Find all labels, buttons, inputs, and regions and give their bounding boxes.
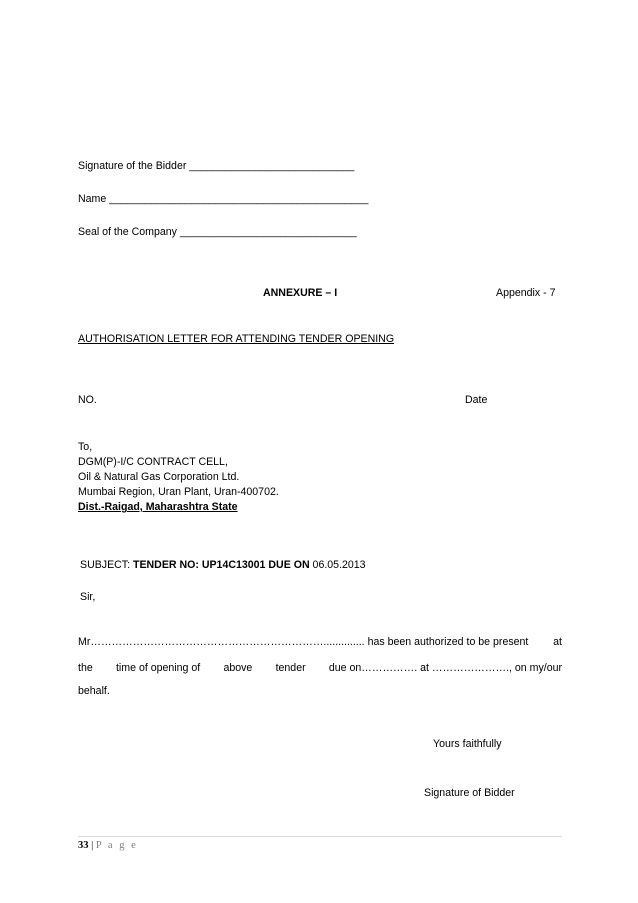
page-footer <box>78 840 138 851</box>
body-line-3: behalf. <box>78 685 110 697</box>
body-line-2-word: above <box>223 662 253 674</box>
body-line-2-word: due on……………. at …………………., on my/our <box>328 662 562 674</box>
address-line-1: DGM(P)-I/C CONTRACT CELL, <box>78 456 228 468</box>
seal-of-company-line: Seal of the Company ______________________________ <box>78 226 357 238</box>
body-line-1-text: Mr………………………………………………………….............. has been authorized to be present <box>78 636 529 648</box>
address-to: To, <box>78 441 93 453</box>
date-label: Date <box>465 394 488 406</box>
body-line-2-word: the <box>78 662 93 674</box>
subject-prefix: SUBJECT: <box>80 559 133 571</box>
page-number: 33 <box>78 840 89 851</box>
body-line-2-word: time of opening of <box>115 662 201 674</box>
annexure-heading: ANNEXURE – I <box>263 287 338 299</box>
footer-divider <box>78 836 562 837</box>
footer-separator: | <box>88 840 96 851</box>
address-line-4: Dist.-Raigad, Maharashtra State <box>78 501 238 513</box>
letter-title: AUTHORISATION LETTER FOR ATTENDING TENDER OPENING <box>78 333 395 345</box>
body-line-1 <box>78 636 562 648</box>
body-line-2-word: tender <box>275 662 306 674</box>
body-line-2 <box>78 662 562 674</box>
subject-tender-number: TENDER NO: UP14C13001 DUE ON <box>132 559 310 571</box>
ref-number-label: NO. <box>78 394 97 406</box>
subject-due-date: 06.05.2013 <box>309 559 366 571</box>
signature-of-bidder-line: Signature of the Bidder ____________________________ <box>78 160 355 172</box>
subject-line <box>80 559 366 571</box>
appendix-label: Appendix - 7 <box>496 287 556 299</box>
name-line: Name ____________________________________________ <box>78 193 369 205</box>
closing-yours-faithfully: Yours faithfully <box>433 738 502 750</box>
body-line-1-end: at <box>553 636 562 648</box>
address-line-2: Oil & Natural Gas Corporation Ltd. <box>78 471 240 483</box>
address-line-3: Mumbai Region, Uran Plant, Uran-400702. <box>78 486 279 498</box>
closing-signature-of-bidder: Signature of Bidder <box>424 787 515 799</box>
salutation: Sir, <box>80 591 96 603</box>
page-label: P a g e <box>95 840 138 851</box>
